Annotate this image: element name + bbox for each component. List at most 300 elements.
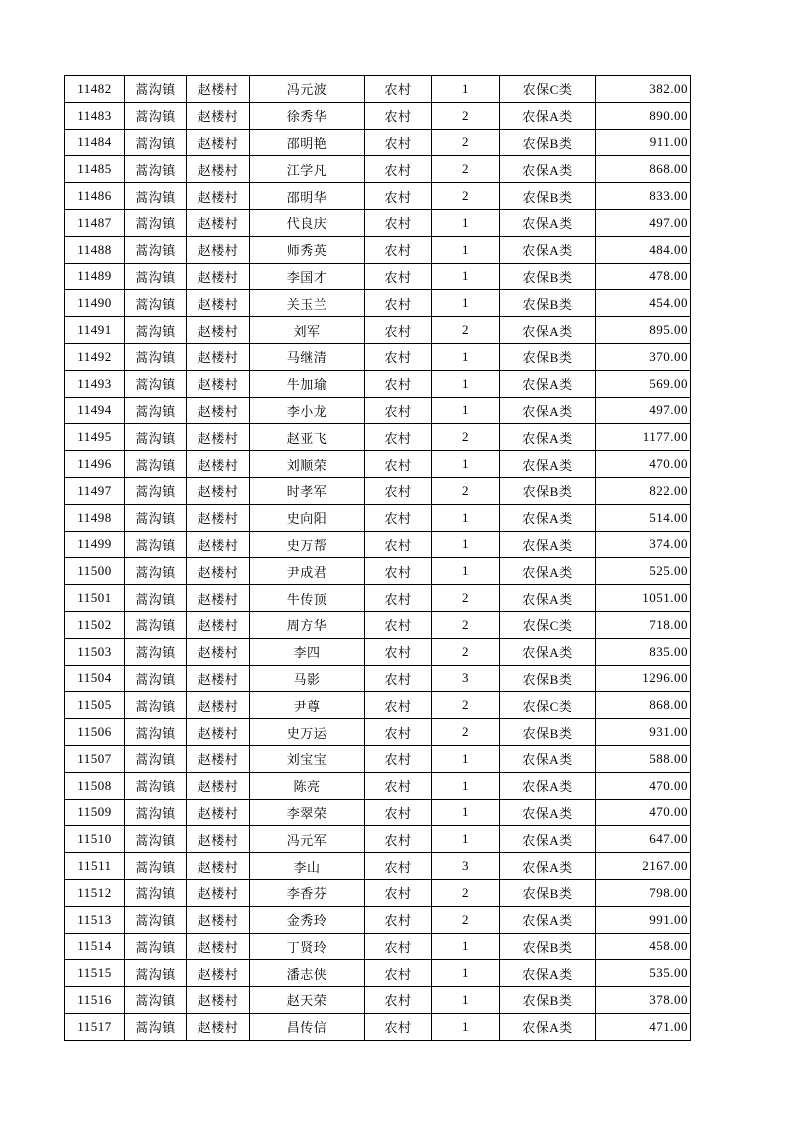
cell-household-type: 农村 — [365, 933, 432, 960]
cell-village: 赵楼村 — [187, 906, 250, 933]
cell-household-type: 农村 — [365, 960, 432, 987]
cell-village: 赵楼村 — [187, 531, 250, 558]
cell-serial-number: 11498 — [65, 504, 125, 531]
cell-household-type: 农村 — [365, 826, 432, 853]
table-row — [65, 906, 691, 933]
cell-insurance-category: 农保A类 — [500, 960, 596, 987]
cell-town: 蒿沟镇 — [125, 370, 187, 397]
cell-town: 蒿沟镇 — [125, 745, 187, 772]
cell-amount: 471.00 — [596, 1013, 691, 1040]
cell-insurance-category: 农保A类 — [500, 209, 596, 236]
cell-insurance-category: 农保A类 — [500, 236, 596, 263]
cell-serial-number: 11504 — [65, 665, 125, 692]
cell-person-count: 1 — [432, 558, 500, 585]
cell-serial-number: 11492 — [65, 343, 125, 370]
cell-insurance-category: 农保B类 — [500, 879, 596, 906]
cell-serial-number: 11491 — [65, 317, 125, 344]
cell-village: 赵楼村 — [187, 290, 250, 317]
cell-insurance-category: 农保B类 — [500, 263, 596, 290]
cell-person-count: 3 — [432, 853, 500, 880]
cell-household-type: 农村 — [365, 397, 432, 424]
cell-insurance-category: 农保A类 — [500, 451, 596, 478]
cell-village: 赵楼村 — [187, 129, 250, 156]
cell-amount: 535.00 — [596, 960, 691, 987]
cell-name: 马继清 — [250, 343, 365, 370]
cell-village: 赵楼村 — [187, 504, 250, 531]
cell-household-type: 农村 — [365, 290, 432, 317]
cell-person-count: 1 — [432, 745, 500, 772]
cell-person-count: 1 — [432, 76, 500, 103]
cell-name: 史万帮 — [250, 531, 365, 558]
table-row — [65, 531, 691, 558]
cell-name: 史向阳 — [250, 504, 365, 531]
cell-name: 邵明华 — [250, 183, 365, 210]
cell-serial-number: 11507 — [65, 745, 125, 772]
table-row — [65, 853, 691, 880]
cell-town: 蒿沟镇 — [125, 183, 187, 210]
cell-insurance-category: 农保A类 — [500, 531, 596, 558]
cell-person-count: 2 — [432, 906, 500, 933]
cell-town: 蒿沟镇 — [125, 558, 187, 585]
cell-household-type: 农村 — [365, 1013, 432, 1040]
cell-town: 蒿沟镇 — [125, 665, 187, 692]
table-body — [65, 76, 691, 1041]
cell-name: 尹成君 — [250, 558, 365, 585]
cell-amount: 470.00 — [596, 799, 691, 826]
cell-person-count: 2 — [432, 424, 500, 451]
cell-village: 赵楼村 — [187, 424, 250, 451]
cell-amount: 478.00 — [596, 263, 691, 290]
cell-serial-number: 11499 — [65, 531, 125, 558]
cell-person-count: 1 — [432, 1013, 500, 1040]
cell-household-type: 农村 — [365, 719, 432, 746]
table-row — [65, 183, 691, 210]
cell-person-count: 2 — [432, 638, 500, 665]
cell-village: 赵楼村 — [187, 558, 250, 585]
cell-amount: 370.00 — [596, 343, 691, 370]
cell-town: 蒿沟镇 — [125, 853, 187, 880]
cell-household-type: 农村 — [365, 263, 432, 290]
cell-insurance-category: 农保C类 — [500, 692, 596, 719]
cell-insurance-category: 农保B类 — [500, 987, 596, 1014]
cell-amount: 525.00 — [596, 558, 691, 585]
cell-village: 赵楼村 — [187, 799, 250, 826]
table-row — [65, 558, 691, 585]
cell-village: 赵楼村 — [187, 960, 250, 987]
cell-town: 蒿沟镇 — [125, 933, 187, 960]
cell-insurance-category: 农保A类 — [500, 504, 596, 531]
cell-town: 蒿沟镇 — [125, 960, 187, 987]
cell-name: 冯元军 — [250, 826, 365, 853]
cell-person-count: 1 — [432, 933, 500, 960]
cell-town: 蒿沟镇 — [125, 451, 187, 478]
cell-amount: 798.00 — [596, 879, 691, 906]
cell-insurance-category: 农保B类 — [500, 665, 596, 692]
cell-serial-number: 11500 — [65, 558, 125, 585]
table-row — [65, 236, 691, 263]
cell-name: 昌传信 — [250, 1013, 365, 1040]
cell-name: 金秀玲 — [250, 906, 365, 933]
cell-town: 蒿沟镇 — [125, 879, 187, 906]
cell-insurance-category: 农保A类 — [500, 558, 596, 585]
cell-amount: 569.00 — [596, 370, 691, 397]
cell-amount: 868.00 — [596, 692, 691, 719]
cell-person-count: 1 — [432, 397, 500, 424]
cell-town: 蒿沟镇 — [125, 76, 187, 103]
cell-town: 蒿沟镇 — [125, 772, 187, 799]
cell-amount: 470.00 — [596, 772, 691, 799]
cell-household-type: 农村 — [365, 102, 432, 129]
cell-amount: 514.00 — [596, 504, 691, 531]
table-row — [65, 826, 691, 853]
cell-amount: 2167.00 — [596, 853, 691, 880]
cell-serial-number: 11490 — [65, 290, 125, 317]
cell-town: 蒿沟镇 — [125, 638, 187, 665]
cell-village: 赵楼村 — [187, 719, 250, 746]
table-row — [65, 719, 691, 746]
cell-serial-number: 11502 — [65, 611, 125, 638]
cell-village: 赵楼村 — [187, 987, 250, 1014]
cell-serial-number: 11497 — [65, 477, 125, 504]
cell-amount: 1296.00 — [596, 665, 691, 692]
cell-town: 蒿沟镇 — [125, 102, 187, 129]
cell-person-count: 2 — [432, 585, 500, 612]
cell-village: 赵楼村 — [187, 236, 250, 263]
cell-household-type: 农村 — [365, 987, 432, 1014]
cell-town: 蒿沟镇 — [125, 719, 187, 746]
cell-person-count: 1 — [432, 987, 500, 1014]
cell-insurance-category: 农保A类 — [500, 397, 596, 424]
cell-amount: 458.00 — [596, 933, 691, 960]
cell-person-count: 1 — [432, 451, 500, 478]
cell-household-type: 农村 — [365, 370, 432, 397]
cell-person-count: 1 — [432, 826, 500, 853]
cell-household-type: 农村 — [365, 558, 432, 585]
cell-household-type: 农村 — [365, 879, 432, 906]
cell-serial-number: 11509 — [65, 799, 125, 826]
cell-village: 赵楼村 — [187, 156, 250, 183]
table-row — [65, 585, 691, 612]
cell-household-type: 农村 — [365, 451, 432, 478]
cell-insurance-category: 农保B类 — [500, 477, 596, 504]
table-row — [65, 638, 691, 665]
cell-household-type: 农村 — [365, 477, 432, 504]
cell-person-count: 1 — [432, 504, 500, 531]
table-row — [65, 960, 691, 987]
cell-serial-number: 11516 — [65, 987, 125, 1014]
cell-name: 史万运 — [250, 719, 365, 746]
cell-name: 李山 — [250, 853, 365, 880]
cell-town: 蒿沟镇 — [125, 317, 187, 344]
cell-person-count: 2 — [432, 102, 500, 129]
cell-household-type: 农村 — [365, 799, 432, 826]
cell-serial-number: 11508 — [65, 772, 125, 799]
cell-person-count: 1 — [432, 370, 500, 397]
cell-household-type: 农村 — [365, 692, 432, 719]
cell-insurance-category: 农保B类 — [500, 343, 596, 370]
cell-insurance-category: 农保C类 — [500, 76, 596, 103]
cell-household-type: 农村 — [365, 236, 432, 263]
cell-serial-number: 11515 — [65, 960, 125, 987]
cell-village: 赵楼村 — [187, 317, 250, 344]
cell-household-type: 农村 — [365, 853, 432, 880]
cell-household-type: 农村 — [365, 531, 432, 558]
cell-insurance-category: 农保B类 — [500, 183, 596, 210]
cell-insurance-category: 农保A类 — [500, 585, 596, 612]
cell-name: 陈亮 — [250, 772, 365, 799]
cell-town: 蒿沟镇 — [125, 987, 187, 1014]
cell-name: 尹尊 — [250, 692, 365, 719]
cell-town: 蒿沟镇 — [125, 343, 187, 370]
cell-name: 冯元波 — [250, 76, 365, 103]
table-row — [65, 209, 691, 236]
cell-village: 赵楼村 — [187, 102, 250, 129]
cell-village: 赵楼村 — [187, 397, 250, 424]
cell-name: 马影 — [250, 665, 365, 692]
table-row — [65, 156, 691, 183]
cell-village: 赵楼村 — [187, 585, 250, 612]
cell-village: 赵楼村 — [187, 183, 250, 210]
cell-serial-number: 11489 — [65, 263, 125, 290]
cell-amount: 588.00 — [596, 745, 691, 772]
cell-serial-number: 11506 — [65, 719, 125, 746]
cell-person-count: 1 — [432, 772, 500, 799]
cell-town: 蒿沟镇 — [125, 397, 187, 424]
benefits-table — [64, 75, 691, 1041]
cell-name: 潘志侠 — [250, 960, 365, 987]
table-row — [65, 290, 691, 317]
cell-household-type: 农村 — [365, 343, 432, 370]
table-row — [65, 611, 691, 638]
cell-town: 蒿沟镇 — [125, 263, 187, 290]
cell-name: 刘宝宝 — [250, 745, 365, 772]
table-row — [65, 451, 691, 478]
cell-name: 时孝军 — [250, 477, 365, 504]
cell-household-type: 农村 — [365, 424, 432, 451]
cell-insurance-category: 农保B类 — [500, 290, 596, 317]
cell-amount: 497.00 — [596, 397, 691, 424]
cell-village: 赵楼村 — [187, 477, 250, 504]
cell-insurance-category: 农保B类 — [500, 719, 596, 746]
cell-amount: 833.00 — [596, 183, 691, 210]
cell-village: 赵楼村 — [187, 370, 250, 397]
cell-town: 蒿沟镇 — [125, 799, 187, 826]
cell-amount: 454.00 — [596, 290, 691, 317]
cell-household-type: 农村 — [365, 156, 432, 183]
cell-person-count: 2 — [432, 183, 500, 210]
cell-person-count: 2 — [432, 692, 500, 719]
cell-insurance-category: 农保A类 — [500, 906, 596, 933]
cell-serial-number: 11501 — [65, 585, 125, 612]
cell-household-type: 农村 — [365, 638, 432, 665]
cell-person-count: 2 — [432, 477, 500, 504]
cell-amount: 382.00 — [596, 76, 691, 103]
cell-town: 蒿沟镇 — [125, 826, 187, 853]
cell-town: 蒿沟镇 — [125, 424, 187, 451]
table-row — [65, 879, 691, 906]
table-row — [65, 477, 691, 504]
cell-name: 关玉兰 — [250, 290, 365, 317]
cell-serial-number: 11517 — [65, 1013, 125, 1040]
cell-serial-number: 11495 — [65, 424, 125, 451]
cell-household-type: 农村 — [365, 745, 432, 772]
cell-town: 蒿沟镇 — [125, 129, 187, 156]
cell-insurance-category: 农保A类 — [500, 424, 596, 451]
cell-serial-number: 11483 — [65, 102, 125, 129]
cell-serial-number: 11513 — [65, 906, 125, 933]
cell-amount: 890.00 — [596, 102, 691, 129]
cell-town: 蒿沟镇 — [125, 906, 187, 933]
cell-town: 蒿沟镇 — [125, 1013, 187, 1040]
cell-insurance-category: 农保B类 — [500, 129, 596, 156]
cell-insurance-category: 农保A类 — [500, 1013, 596, 1040]
table-row — [65, 665, 691, 692]
cell-town: 蒿沟镇 — [125, 585, 187, 612]
cell-amount: 835.00 — [596, 638, 691, 665]
table-row — [65, 343, 691, 370]
cell-name: 邵明艳 — [250, 129, 365, 156]
table-row — [65, 987, 691, 1014]
cell-person-count: 2 — [432, 156, 500, 183]
cell-name: 师秀英 — [250, 236, 365, 263]
cell-insurance-category: 农保A类 — [500, 799, 596, 826]
cell-amount: 647.00 — [596, 826, 691, 853]
cell-town: 蒿沟镇 — [125, 156, 187, 183]
cell-amount: 1051.00 — [596, 585, 691, 612]
cell-person-count: 1 — [432, 263, 500, 290]
table-row — [65, 772, 691, 799]
table-row — [65, 692, 691, 719]
cell-serial-number: 11511 — [65, 853, 125, 880]
cell-insurance-category: 农保A类 — [500, 370, 596, 397]
cell-serial-number: 11493 — [65, 370, 125, 397]
cell-serial-number: 11485 — [65, 156, 125, 183]
cell-town: 蒿沟镇 — [125, 611, 187, 638]
cell-household-type: 农村 — [365, 317, 432, 344]
cell-village: 赵楼村 — [187, 692, 250, 719]
cell-village: 赵楼村 — [187, 853, 250, 880]
cell-name: 赵亚飞 — [250, 424, 365, 451]
cell-amount: 374.00 — [596, 531, 691, 558]
cell-name: 代良庆 — [250, 209, 365, 236]
cell-household-type: 农村 — [365, 772, 432, 799]
cell-village: 赵楼村 — [187, 933, 250, 960]
cell-person-count: 2 — [432, 719, 500, 746]
cell-person-count: 1 — [432, 236, 500, 263]
table-row — [65, 745, 691, 772]
cell-name: 牛加瑜 — [250, 370, 365, 397]
cell-household-type: 农村 — [365, 906, 432, 933]
cell-amount: 484.00 — [596, 236, 691, 263]
cell-person-count: 1 — [432, 209, 500, 236]
cell-village: 赵楼村 — [187, 611, 250, 638]
cell-household-type: 农村 — [365, 611, 432, 638]
cell-name: 李四 — [250, 638, 365, 665]
cell-town: 蒿沟镇 — [125, 236, 187, 263]
table-row — [65, 370, 691, 397]
cell-town: 蒿沟镇 — [125, 504, 187, 531]
cell-person-count: 1 — [432, 960, 500, 987]
cell-insurance-category: 农保A类 — [500, 853, 596, 880]
cell-serial-number: 11494 — [65, 397, 125, 424]
cell-person-count: 2 — [432, 129, 500, 156]
cell-insurance-category: 农保A类 — [500, 826, 596, 853]
cell-insurance-category: 农保B类 — [500, 933, 596, 960]
cell-amount: 1177.00 — [596, 424, 691, 451]
cell-name: 李翠荣 — [250, 799, 365, 826]
cell-person-count: 3 — [432, 665, 500, 692]
cell-amount: 931.00 — [596, 719, 691, 746]
cell-amount: 497.00 — [596, 209, 691, 236]
cell-amount: 378.00 — [596, 987, 691, 1014]
cell-person-count: 2 — [432, 611, 500, 638]
cell-household-type: 农村 — [365, 585, 432, 612]
cell-town: 蒿沟镇 — [125, 531, 187, 558]
cell-town: 蒿沟镇 — [125, 290, 187, 317]
cell-household-type: 农村 — [365, 209, 432, 236]
cell-person-count: 1 — [432, 531, 500, 558]
cell-name: 丁贤玲 — [250, 933, 365, 960]
cell-amount: 991.00 — [596, 906, 691, 933]
cell-serial-number: 11487 — [65, 209, 125, 236]
table-row — [65, 397, 691, 424]
cell-insurance-category: 农保C类 — [500, 611, 596, 638]
cell-person-count: 1 — [432, 343, 500, 370]
cell-serial-number: 11503 — [65, 638, 125, 665]
cell-village: 赵楼村 — [187, 1013, 250, 1040]
table-row — [65, 129, 691, 156]
cell-serial-number: 11484 — [65, 129, 125, 156]
cell-serial-number: 11505 — [65, 692, 125, 719]
cell-amount: 822.00 — [596, 477, 691, 504]
table-row — [65, 317, 691, 344]
cell-household-type: 农村 — [365, 183, 432, 210]
cell-name: 刘军 — [250, 317, 365, 344]
cell-household-type: 农村 — [365, 76, 432, 103]
cell-village: 赵楼村 — [187, 76, 250, 103]
table-row — [65, 263, 691, 290]
cell-village: 赵楼村 — [187, 638, 250, 665]
cell-insurance-category: 农保A类 — [500, 156, 596, 183]
cell-name: 徐秀华 — [250, 102, 365, 129]
cell-name: 赵天荣 — [250, 987, 365, 1014]
cell-town: 蒿沟镇 — [125, 692, 187, 719]
cell-name: 周方华 — [250, 611, 365, 638]
cell-serial-number: 11512 — [65, 879, 125, 906]
cell-village: 赵楼村 — [187, 772, 250, 799]
cell-village: 赵楼村 — [187, 209, 250, 236]
cell-serial-number: 11482 — [65, 76, 125, 103]
cell-serial-number: 11488 — [65, 236, 125, 263]
cell-village: 赵楼村 — [187, 665, 250, 692]
cell-insurance-category: 农保A类 — [500, 745, 596, 772]
cell-person-count: 1 — [432, 799, 500, 826]
cell-household-type: 农村 — [365, 665, 432, 692]
table-row — [65, 76, 691, 103]
cell-name: 刘顺荣 — [250, 451, 365, 478]
cell-name: 李小龙 — [250, 397, 365, 424]
cell-serial-number: 11496 — [65, 451, 125, 478]
cell-village: 赵楼村 — [187, 263, 250, 290]
cell-person-count: 2 — [432, 317, 500, 344]
cell-serial-number: 11486 — [65, 183, 125, 210]
cell-town: 蒿沟镇 — [125, 209, 187, 236]
cell-person-count: 1 — [432, 290, 500, 317]
cell-name: 李国才 — [250, 263, 365, 290]
cell-insurance-category: 农保A类 — [500, 102, 596, 129]
cell-serial-number: 11510 — [65, 826, 125, 853]
cell-amount: 868.00 — [596, 156, 691, 183]
